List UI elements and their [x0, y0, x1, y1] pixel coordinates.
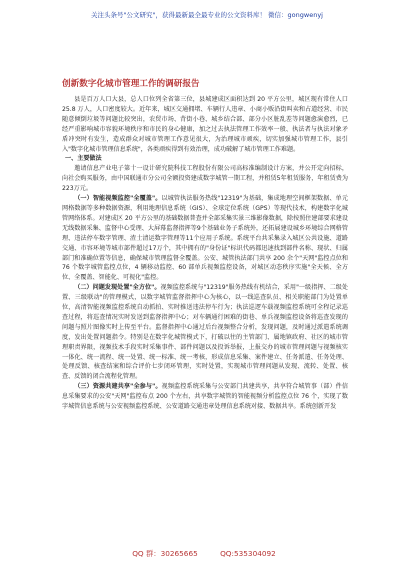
item-body: 视频监控系统与"12319"服务热线有机结合，采用"一级指挥、二级处置、三级联动"的管理模式，以数字城管监督指挥中心为核心，以一线巡查队员、相关职能部门为处置单位，高清智能视频监控系统自动抓拍、实时推送违法停车行为；执法巡逻车载视频监控系统可全程记录巡查过程，将巡查情况实时发送到监督指挥中心；对车辆通行困难的街巷、单兵视频监控设备将巡查发现的问题与照片图像实时上传至平台。监督指挥中心通过后台视频整合分析，发现问题，及时通过派遣系统调度，发出处置问题指令。特别是在数字化城管模式下，打破以往的主管部门、属地镇政府、社区的城市管理职责界限，视频技术手段实时采集事件、部件问题以及投诉举报，上报交办的城市管理问题与视频核实一体化、统一流程、统一处置、统一标准、统一考核，形成信息采集、案件建立、任务派遣、任务处理、处理反馈、核查结案和综合评价七步闭环管理，实时处置，实现城市管理问题从发现、流转、处置、核查、反馈的闭合流程化管理。: [62, 284, 349, 381]
footer-qq: QQ:535304092: [220, 549, 276, 558]
page-footer: [0, 549, 408, 559]
item-body: 以城管执法服务热线"12319"为基础，集成地理空间框架数据、单元网格数据等多种数据资源，利用地理信息系统（GIS）、全球定位系统（GPS）等现代技术，构建数字化城管网络体系。对建成区 20 平方公里的基础数据普查并全部采集实景三维影像数据，除按照住建部要求建设无线数据采集、监督中心受理、大屏幕监督指挥等9个基础业务子系统外，还拓展建设城乡环境综合网格管理、违法停车数字管理、渣土清运数字管理等11个应用子系统。系统平台共采集录入城区公共设施、道路交通、市容环境等城市部件超过17万个，其中拥有的"身份证"标识代码都迅速找到部件名称、现状、归属部门和准确位置等信息，确保城市管理监督全覆盖。公安、城管执法部门共享 200 余个"天网"监控点位和 76 个数字城管监控点位，4 辆移动监控、60 部单兵视频监控设备，对城区动态秩序实施"全天候、全方位、全覆盖、智能化、可视化"监控。: [62, 195, 348, 282]
footer-qq-group: QQ 群：30265665: [132, 549, 198, 558]
intro-paragraph: 县是百万人口大县，总人口位列全省第三位，县城建成区面积达到 20 平方公里，城区现有常住人口 25.8 万人，人口密度较大。近年来，城区交通拥堵、车辆行人违章、小商小贩沿街叫卖和占道经营、市民随意倾倒垃圾等问题比较突出，农贸市场、背街小巷、城乡结合部、部分小区脏乱差等问题愈演愈烈，已经严重影响城市容貌环境秩序和市民的身心健康，加之过去执法管理工作效率一般、执法者与执法对象矛盾冲突时有发生，造成群众对城市管理工作意见很大，为治理城市顽疾，切实加强城市管理工作，县引入"数字化城市管理信息系统"，各类顽疾得到有效治理，成功破解了城市管理工作难题。: [62, 96, 348, 153]
item-paragraph: [62, 194, 348, 283]
section-intro-paragraph: 邀请信息产业电子第十一设计研究院科技工程股份有限公司高标准编制设计方案，并公开定向招标，向社会购买服务，由中国联通市分公司全额投资建成数字城管一期工程，并租赁5年租赁服务，年租赁费为223万元。: [62, 165, 348, 193]
item-paragraph: [62, 382, 348, 412]
top-banner: 关注头条号"公文研究"，获得最新最全最专业的公文资料库！ 微信：gongwenyj: [91, 11, 323, 19]
section-heading: 一、主要做法: [65, 155, 102, 163]
document-body: [62, 95, 348, 412]
item-heading: （三）资源共建共享"全参与"。: [74, 383, 162, 391]
item-heading: （一）智能视频监控"全覆盖"。: [74, 195, 162, 203]
document-title: 创新数字化城市管理工作的调研报告: [62, 79, 200, 89]
item-paragraph: [62, 283, 348, 382]
item-body: 视频监控系统采集与公安部门共建共享，共享符合城管事（部）件信息采集要求的公安"天网"监控布点 200 个左右，共享数字城管的智能视频分析监控点位 76 个，实现了数字城管信息系统与公安视频监控系统、公安道路交通违章处理信息系统对接、数据共享。系统创新开发: [62, 383, 348, 411]
item-heading: （二）问题发现处置"全方位"。: [74, 284, 161, 292]
